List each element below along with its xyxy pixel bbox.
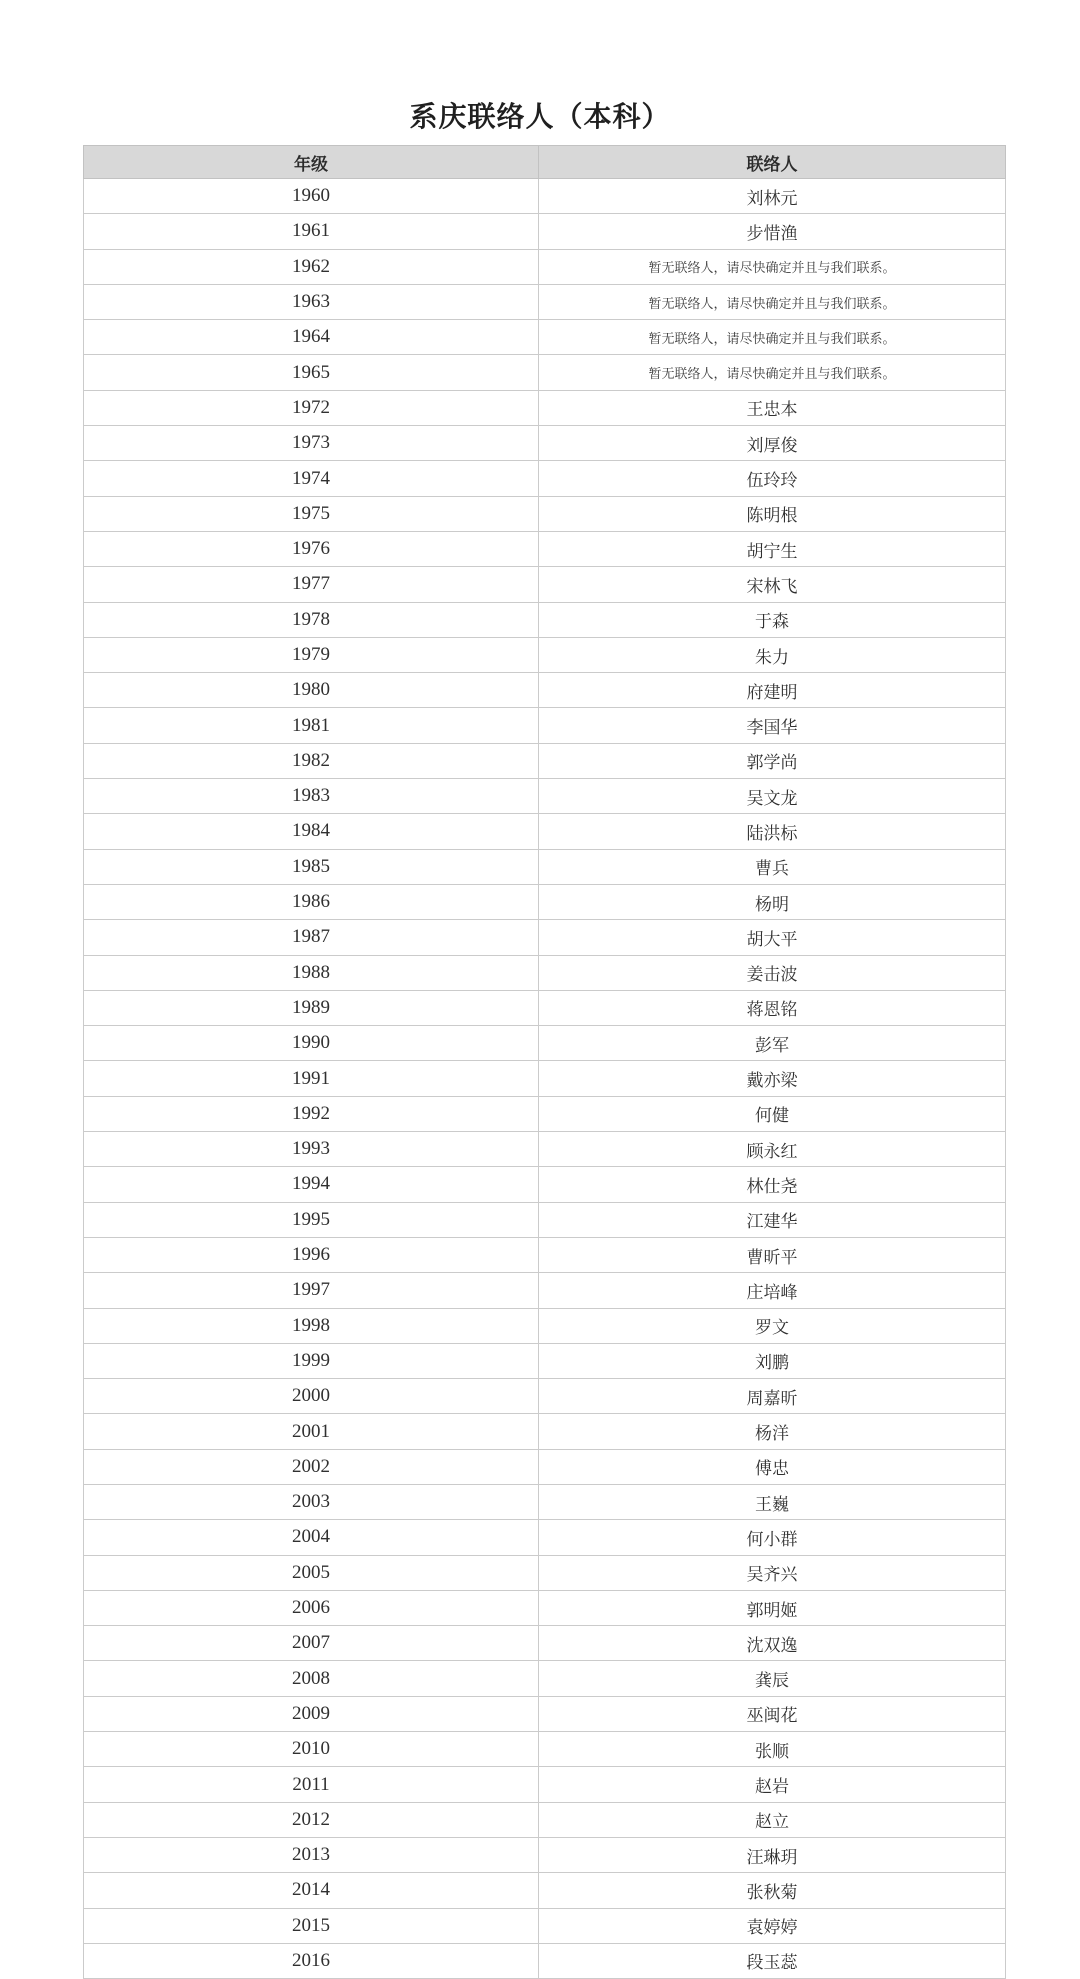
year-cell: 1993 — [84, 1132, 539, 1167]
contact-cell: 何小群 — [539, 1520, 1006, 1555]
year-cell: 1979 — [84, 637, 539, 672]
year-cell: 1976 — [84, 531, 539, 566]
year-cell: 1981 — [84, 708, 539, 743]
table-row — [84, 1026, 1006, 1061]
year-cell: 1974 — [84, 461, 539, 496]
year-cell: 2007 — [84, 1626, 539, 1661]
year-cell: 1980 — [84, 673, 539, 708]
table-row — [84, 637, 1006, 672]
no-contact-cell: 暂无联络人，请尽快确定并且与我们联系。 — [539, 284, 1006, 319]
year-cell: 1978 — [84, 602, 539, 637]
contact-cell: 赵岩 — [539, 1767, 1006, 1802]
year-cell: 1989 — [84, 990, 539, 1025]
contact-cell: 于森 — [539, 602, 1006, 637]
contact-cell: 段玉蕊 — [539, 1943, 1006, 1978]
year-cell: 2003 — [84, 1484, 539, 1519]
table-row — [84, 1943, 1006, 1978]
year-cell: 1961 — [84, 214, 539, 249]
contact-cell: 周嘉昕 — [539, 1379, 1006, 1414]
table-row — [84, 461, 1006, 496]
contact-cell: 曹昕平 — [539, 1237, 1006, 1272]
table-row — [84, 1908, 1006, 1943]
contact-cell: 郭明姬 — [539, 1590, 1006, 1625]
contact-cell: 巫闽花 — [539, 1696, 1006, 1731]
contact-cell: 刘鹏 — [539, 1343, 1006, 1378]
contact-cell: 曹兵 — [539, 849, 1006, 884]
year-cell: 2013 — [84, 1837, 539, 1872]
table-row — [84, 1873, 1006, 1908]
year-cell: 2006 — [84, 1590, 539, 1625]
year-cell: 1972 — [84, 390, 539, 425]
table-row — [84, 531, 1006, 566]
year-cell: 1990 — [84, 1026, 539, 1061]
contact-cell: 江建华 — [539, 1202, 1006, 1237]
table-row — [84, 249, 1006, 284]
contact-cell: 李国华 — [539, 708, 1006, 743]
contact-cell: 罗文 — [539, 1308, 1006, 1343]
year-cell: 2010 — [84, 1732, 539, 1767]
year-cell: 2011 — [84, 1767, 539, 1802]
contact-cell: 顾永红 — [539, 1132, 1006, 1167]
year-cell: 1982 — [84, 743, 539, 778]
contact-cell: 郭学尚 — [539, 743, 1006, 778]
contact-cell: 张顺 — [539, 1732, 1006, 1767]
year-cell: 2008 — [84, 1661, 539, 1696]
table-row — [84, 355, 1006, 390]
year-cell: 1997 — [84, 1273, 539, 1308]
table-row — [84, 743, 1006, 778]
table-row — [84, 567, 1006, 602]
contact-cell: 杨明 — [539, 884, 1006, 919]
table-row — [84, 1061, 1006, 1096]
year-cell: 2016 — [84, 1943, 539, 1978]
year-cell: 1984 — [84, 814, 539, 849]
year-cell: 1963 — [84, 284, 539, 319]
table-row — [84, 1696, 1006, 1731]
table-row — [84, 990, 1006, 1025]
year-cell: 2005 — [84, 1555, 539, 1590]
year-cell: 2012 — [84, 1802, 539, 1837]
table-row — [84, 708, 1006, 743]
contact-cell: 陆洪标 — [539, 814, 1006, 849]
contact-cell: 伍玲玲 — [539, 461, 1006, 496]
contact-cell: 府建明 — [539, 673, 1006, 708]
year-cell: 1985 — [84, 849, 539, 884]
contact-cell: 汪琳玥 — [539, 1837, 1006, 1872]
year-cell: 2014 — [84, 1873, 539, 1908]
table-row — [84, 390, 1006, 425]
table-header-row — [84, 146, 1006, 179]
table-row — [84, 849, 1006, 884]
contact-cell: 何健 — [539, 1096, 1006, 1131]
contact-cell: 刘厚俊 — [539, 426, 1006, 461]
contact-cell: 刘林元 — [539, 179, 1006, 214]
table-row — [84, 214, 1006, 249]
table-row — [84, 1132, 1006, 1167]
table-row — [84, 955, 1006, 990]
contact-cell: 张秋菊 — [539, 1873, 1006, 1908]
table-row — [84, 1767, 1006, 1802]
table-row — [84, 1167, 1006, 1202]
table-row — [84, 426, 1006, 461]
table-row — [84, 179, 1006, 214]
contact-cell: 杨洋 — [539, 1414, 1006, 1449]
contact-cell: 傅忠 — [539, 1449, 1006, 1484]
contact-cell: 王巍 — [539, 1484, 1006, 1519]
year-cell: 1991 — [84, 1061, 539, 1096]
column-header-contact: 联络人 — [539, 146, 1006, 179]
year-cell: 2015 — [84, 1908, 539, 1943]
table-row — [84, 1732, 1006, 1767]
contact-cell: 姜击波 — [539, 955, 1006, 990]
contact-cell: 胡大平 — [539, 920, 1006, 955]
no-contact-cell: 暂无联络人，请尽快确定并且与我们联系。 — [539, 249, 1006, 284]
contact-cell: 彭军 — [539, 1026, 1006, 1061]
year-cell: 1995 — [84, 1202, 539, 1237]
year-cell: 1987 — [84, 920, 539, 955]
table-row — [84, 1626, 1006, 1661]
year-cell: 1973 — [84, 426, 539, 461]
year-cell: 1960 — [84, 179, 539, 214]
table-row — [84, 1202, 1006, 1237]
contact-cell: 吴齐兴 — [539, 1555, 1006, 1590]
table-row — [84, 1449, 1006, 1484]
year-cell: 2009 — [84, 1696, 539, 1731]
no-contact-cell: 暂无联络人，请尽快确定并且与我们联系。 — [539, 355, 1006, 390]
year-cell: 1994 — [84, 1167, 539, 1202]
contact-cell: 赵立 — [539, 1802, 1006, 1837]
table-row — [84, 1802, 1006, 1837]
contacts-table — [83, 145, 1006, 1979]
contact-cell: 蒋恩铭 — [539, 990, 1006, 1025]
column-header-year: 年级 — [84, 146, 539, 179]
table-row — [84, 1661, 1006, 1696]
year-cell: 2004 — [84, 1520, 539, 1555]
contact-cell: 戴亦梁 — [539, 1061, 1006, 1096]
table-row — [84, 1343, 1006, 1378]
table-row — [84, 1308, 1006, 1343]
table-row — [84, 1484, 1006, 1519]
year-cell: 1986 — [84, 884, 539, 919]
contact-cell: 陈明根 — [539, 496, 1006, 531]
year-cell: 1998 — [84, 1308, 539, 1343]
year-cell: 1996 — [84, 1237, 539, 1272]
table-row — [84, 779, 1006, 814]
table-row — [84, 673, 1006, 708]
table-row — [84, 1379, 1006, 1414]
table-row — [84, 814, 1006, 849]
table-row — [84, 320, 1006, 355]
contact-cell: 步惜渔 — [539, 214, 1006, 249]
table-body — [84, 179, 1006, 1979]
no-contact-cell: 暂无联络人，请尽快确定并且与我们联系。 — [539, 320, 1006, 355]
table-row — [84, 1520, 1006, 1555]
table-row — [84, 1273, 1006, 1308]
year-cell: 2001 — [84, 1414, 539, 1449]
contact-cell: 王忠本 — [539, 390, 1006, 425]
contact-cell: 宋林飞 — [539, 567, 1006, 602]
year-cell: 1977 — [84, 567, 539, 602]
table-row — [84, 1555, 1006, 1590]
contact-cell: 袁婷婷 — [539, 1908, 1006, 1943]
table-row — [84, 1237, 1006, 1272]
contact-cell: 庄培峰 — [539, 1273, 1006, 1308]
year-cell: 1965 — [84, 355, 539, 390]
year-cell: 1964 — [84, 320, 539, 355]
contact-cell: 胡宁生 — [539, 531, 1006, 566]
table-row — [84, 884, 1006, 919]
table-row — [84, 920, 1006, 955]
year-cell: 1962 — [84, 249, 539, 284]
year-cell: 1988 — [84, 955, 539, 990]
year-cell: 1983 — [84, 779, 539, 814]
year-cell: 1992 — [84, 1096, 539, 1131]
table-row — [84, 1590, 1006, 1625]
contact-cell: 朱力 — [539, 637, 1006, 672]
table-row — [84, 496, 1006, 531]
contact-cell: 沈双逸 — [539, 1626, 1006, 1661]
year-cell: 2002 — [84, 1449, 539, 1484]
table-row — [84, 602, 1006, 637]
table-row — [84, 284, 1006, 319]
table-row — [84, 1096, 1006, 1131]
year-cell: 2000 — [84, 1379, 539, 1414]
table-row — [84, 1414, 1006, 1449]
table-row — [84, 1837, 1006, 1872]
contact-cell: 林仕尧 — [539, 1167, 1006, 1202]
page-title: 系庆联络人（本科） — [409, 102, 671, 133]
contact-cell: 龚辰 — [539, 1661, 1006, 1696]
year-cell: 1975 — [84, 496, 539, 531]
contact-cell: 吴文龙 — [539, 779, 1006, 814]
year-cell: 1999 — [84, 1343, 539, 1378]
